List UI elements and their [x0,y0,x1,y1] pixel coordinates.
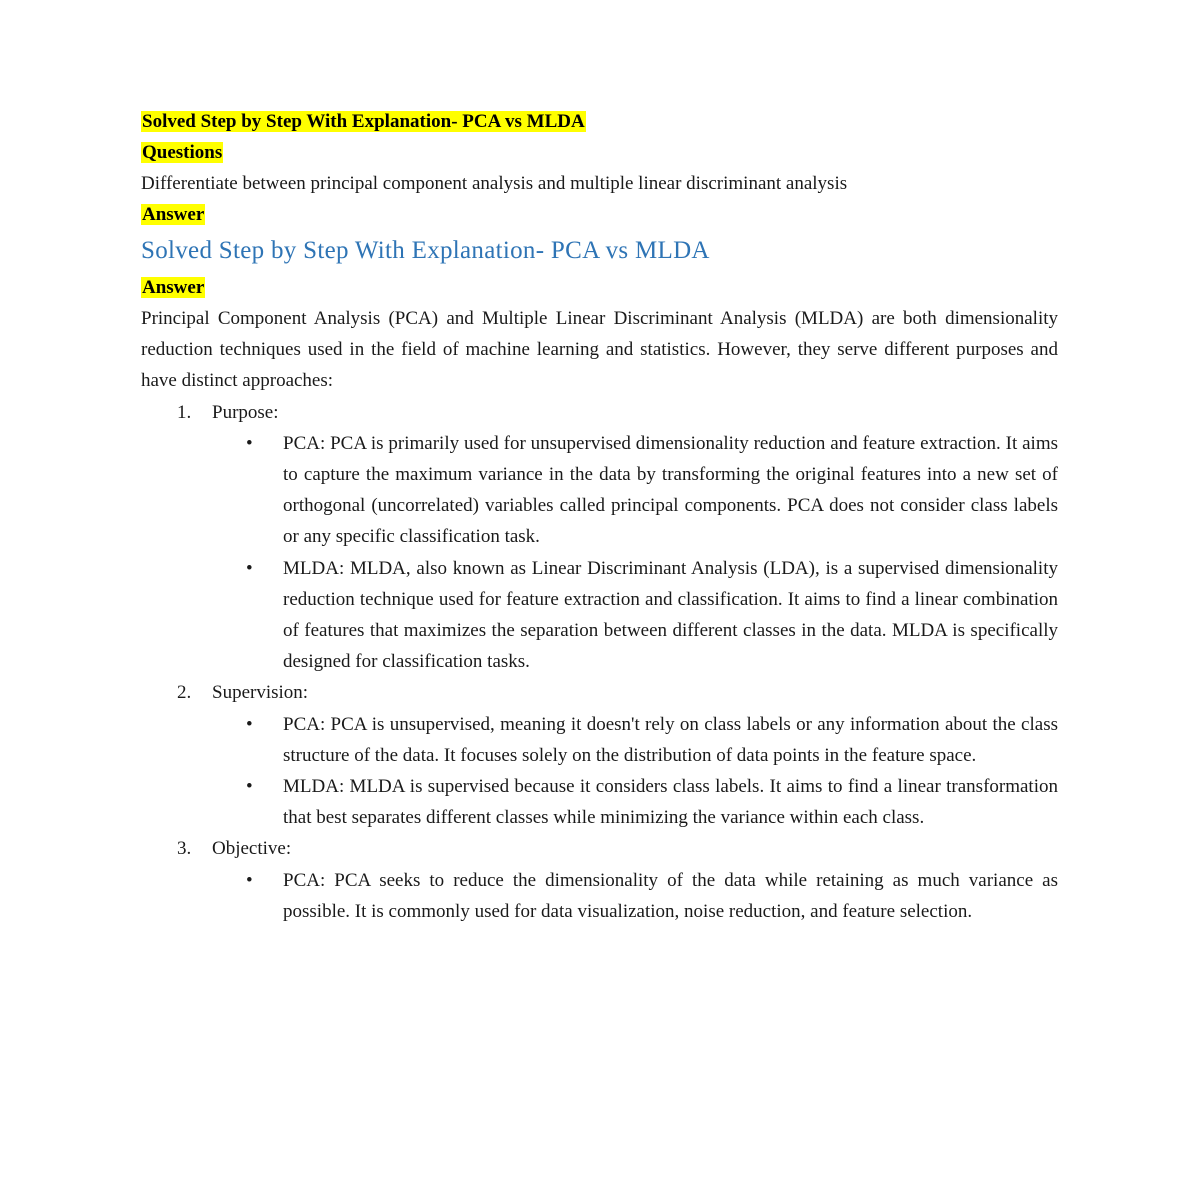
answer-label-2: Answer [142,277,205,298]
question-text: Differentiate between principal component analysis and multiple linear discriminant analysis [141,173,848,194]
section-number: 2. [177,682,192,704]
bullet-list [212,709,1058,834]
title-line [141,106,1058,137]
section-number: 3. [177,838,192,860]
answer-label-1: Answer [142,204,205,225]
section-number: 1. [177,401,192,423]
document-page [141,106,1058,927]
section-item [141,397,1058,678]
bullet-item [212,865,1058,927]
questions-line [141,137,1058,168]
blue-heading: Solved Step by Step With Explanation- PCA vs MLDA [141,237,710,264]
bullet-text: PCA: PCA seeks to reduce the dimensionality of the data while retaining as much variance as possible. It is commonly used for data visualization, noise reduction, and feature selection. [283,869,1058,922]
intro-paragraph: Principal Component Analysis (PCA) and Multiple Linear Discriminant Analysis (MLDA) are both dimensionality reduction techniques used in the field of machine learning and statistics. However, they serve different purposes and have distinct approaches: [141,308,1058,392]
bullet-item [212,553,1058,678]
bullet-glyph: • [246,776,253,798]
section-title: Objective: [212,838,292,860]
bullet-glyph: • [246,869,253,891]
bullet-glyph: • [246,713,253,735]
bullet-glyph: • [246,557,253,579]
section-item [141,677,1058,833]
bullet-glyph: • [246,432,253,454]
section-title: Purpose: [212,401,279,423]
bullet-item [212,771,1058,833]
questions-label: Questions [142,142,223,163]
answer-line-2 [141,272,1058,303]
title-highlight: Solved Step by Step With Explanation- PCA vs MLDA [142,111,585,132]
bullet-text: PCA: PCA is unsupervised, meaning it doesn't rely on class labels or any information about the class structure of the data. It focuses solely on the distribution of data points in the feature space. [283,713,1058,766]
bullet-item [212,709,1058,771]
bullet-text: PCA: PCA is primarily used for unsupervised dimensionality reduction and feature extraction. It aims to capture the maximum variance in the data by transforming the original features into a new set of orthogonal (uncorrelated) variables called principal components. PCA does not consider class labels or any specific classification task. [283,432,1058,548]
section-item [141,833,1058,927]
bullet-item [212,428,1058,553]
bullet-text: MLDA: MLDA is supervised because it considers class labels. It aims to find a linear transformation that best separates different classes while minimizing the variance within each class. [283,776,1058,829]
section-title: Supervision: [212,682,309,704]
bullet-list [212,865,1058,927]
sections-list [141,397,1058,927]
bullet-list [212,428,1058,678]
answer-line-1 [141,199,1058,230]
bullet-text: MLDA: MLDA, also known as Linear Discriminant Analysis (LDA), is a supervised dimensionality reduction technique used for feature extraction and classification. It aims to find a linear combination of features that maximizes the separation between different classes in the data. MLDA is specifically designed for classification tasks. [283,557,1058,673]
